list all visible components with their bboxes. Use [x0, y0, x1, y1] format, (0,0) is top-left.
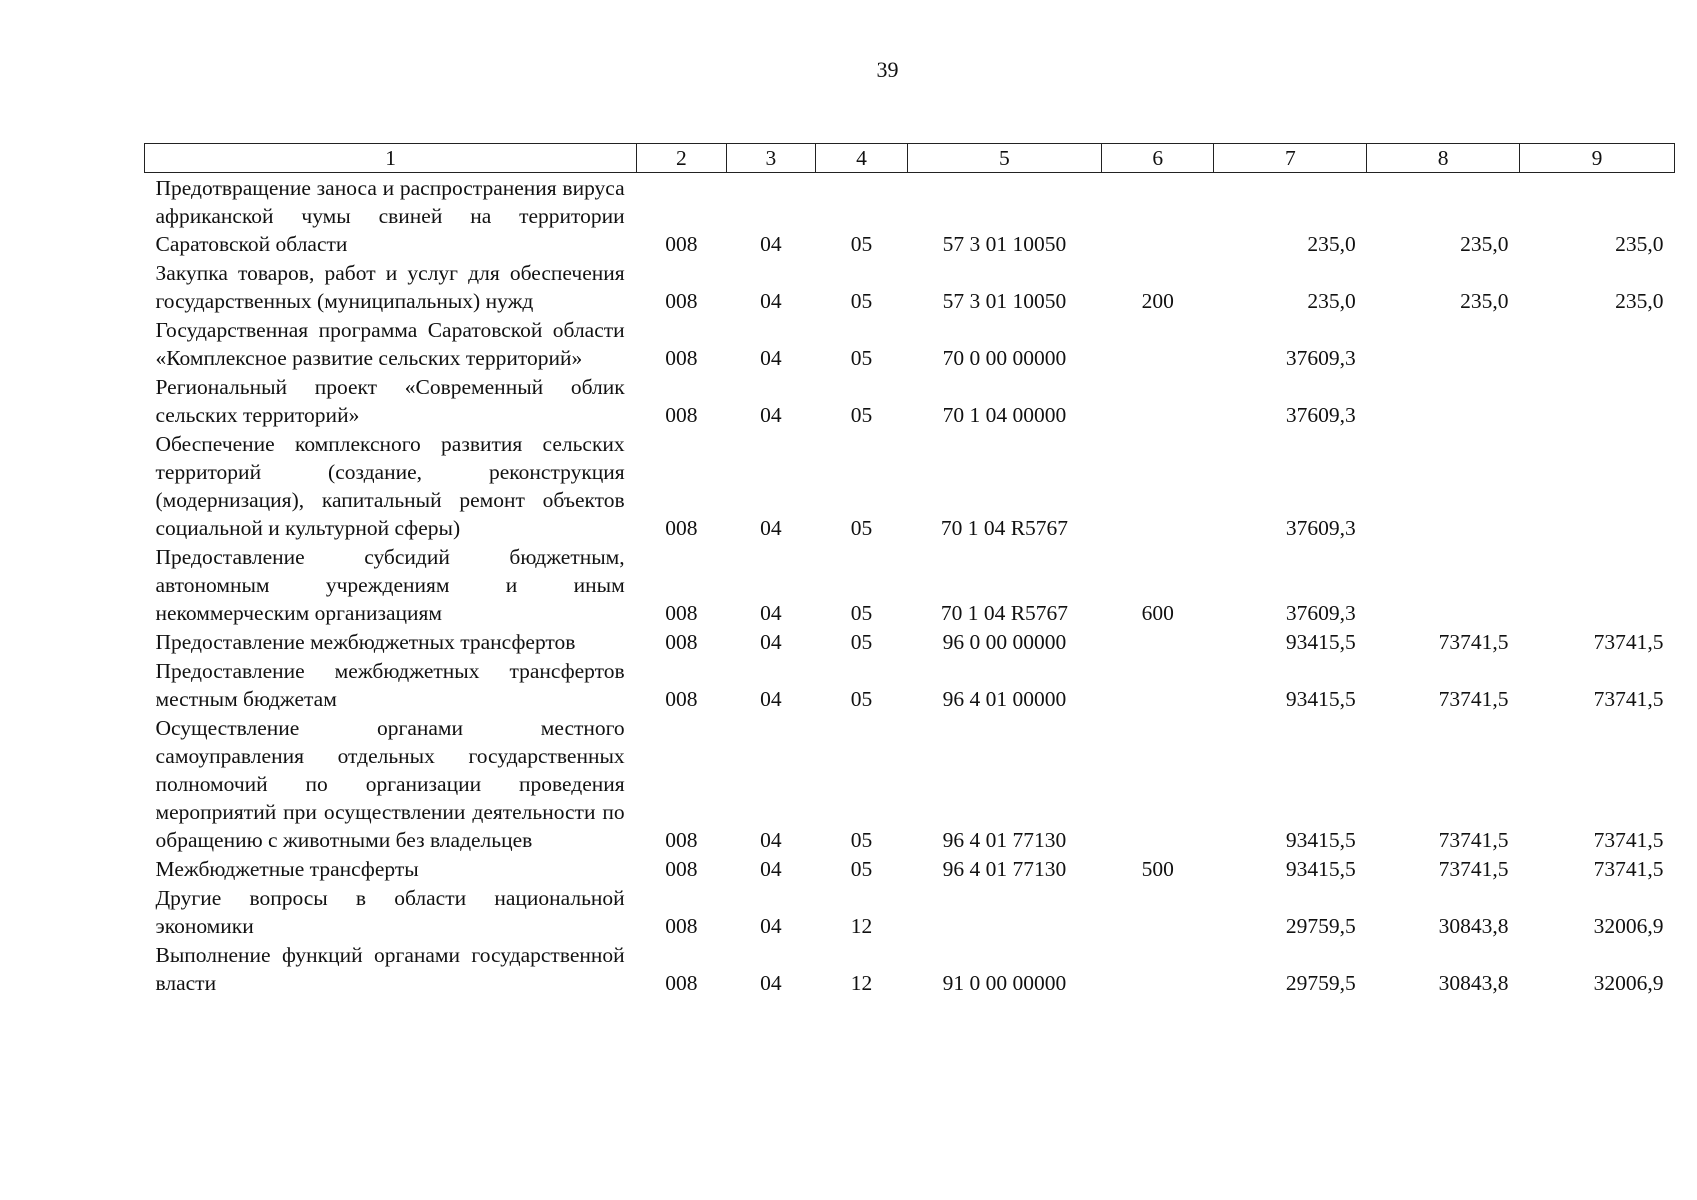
row-amount-year-1: 37609,3 [1285, 403, 1356, 427]
row-ministry-code: 008 [665, 232, 698, 256]
row-amount-year-1: 93415,5 [1285, 857, 1356, 881]
row-expense-type [1102, 713, 1214, 854]
row-description: Предоставление межбюджетных трансфертов [155, 630, 576, 654]
row-description: Предоставление межбюджетных трансфертов местным бюджетам [155, 659, 625, 711]
row-subsection-code: 05 [850, 232, 873, 256]
row-amount-year-3: 73741,5 [1593, 687, 1664, 711]
row-subsection-code: 12 [850, 914, 873, 938]
row-description: Государственная программа Саратовской области «Комплексное развитие сельских территорий» [155, 318, 625, 370]
row-ministry-code: 008 [665, 289, 698, 313]
row-target-article: 70 1 04 R5767 [940, 601, 1069, 625]
row-amount-year-2: 30843,8 [1438, 971, 1509, 995]
table-body [145, 173, 1675, 998]
row-subsection-code: 05 [850, 828, 873, 852]
row-section-code: 04 [760, 687, 782, 711]
header-col-3: 3 [726, 144, 815, 173]
row-target-article: 57 3 01 10050 [942, 289, 1067, 313]
table-row [145, 713, 1675, 854]
row-amount-year-1: 93415,5 [1285, 828, 1356, 852]
row-subsection-code: 05 [850, 346, 873, 370]
page-number: 39 [876, 57, 899, 82]
row-description: Региональный проект «Современный облик сельских территорий» [155, 375, 625, 427]
row-section-code: 04 [760, 516, 782, 540]
row-amount-year-1: 235,0 [1307, 232, 1356, 256]
table-row [145, 315, 1675, 372]
row-amount-year-3 [1520, 429, 1675, 542]
row-amount-year-2 [1367, 542, 1520, 627]
row-target-article: 96 0 00 00000 [942, 630, 1067, 654]
row-expense-type [1102, 315, 1214, 372]
header-row [145, 144, 1675, 173]
table-row [145, 372, 1675, 429]
header-col-4: 4 [816, 144, 908, 173]
row-ministry-code: 008 [665, 828, 698, 852]
row-subsection-code: 05 [850, 516, 873, 540]
row-description: Закупка товаров, работ и услуг для обеспечения государственных (муниципальных) нужд [155, 261, 625, 313]
row-subsection-code: 05 [850, 687, 873, 711]
header-col-9: 9 [1520, 144, 1675, 173]
row-expense-type [1102, 883, 1214, 940]
row-amount-year-3: 32006,9 [1593, 914, 1664, 938]
row-amount-year-3: 32006,9 [1593, 971, 1664, 995]
row-section-code: 04 [760, 346, 782, 370]
row-description: Выполнение функций органами государственной власти [155, 943, 625, 995]
row-amount-year-1: 235,0 [1307, 289, 1356, 313]
row-expense-type: 600 [1141, 601, 1174, 625]
row-subsection-code: 12 [850, 971, 873, 995]
row-section-code: 04 [760, 601, 782, 625]
row-amount-year-1: 37609,3 [1285, 601, 1356, 625]
table-row [145, 429, 1675, 542]
row-section-code: 04 [760, 971, 782, 995]
row-expense-type [1102, 656, 1214, 713]
row-section-code: 04 [760, 914, 782, 938]
header-col-5: 5 [907, 144, 1101, 173]
header-col-1: 1 [145, 144, 637, 173]
row-target-article: 96 4 01 77130 [942, 828, 1067, 852]
row-expense-type [1102, 627, 1214, 656]
row-amount-year-2: 235,0 [1460, 289, 1509, 313]
row-amount-year-2 [1367, 315, 1520, 372]
row-subsection-code: 05 [850, 289, 873, 313]
row-amount-year-2: 73741,5 [1438, 687, 1509, 711]
row-amount-year-2 [1367, 372, 1520, 429]
row-section-code: 04 [760, 289, 782, 313]
table-row [145, 656, 1675, 713]
row-ministry-code: 008 [665, 516, 698, 540]
row-amount-year-3 [1520, 372, 1675, 429]
row-target-article: 91 0 00 00000 [942, 971, 1067, 995]
row-amount-year-3 [1520, 542, 1675, 627]
row-ministry-code: 008 [665, 601, 698, 625]
row-description: Межбюджетные трансферты [155, 857, 419, 881]
row-section-code: 04 [760, 403, 782, 427]
row-expense-type [1102, 940, 1214, 997]
header-col-7: 7 [1214, 144, 1367, 173]
row-subsection-code: 05 [850, 403, 873, 427]
table-row [145, 542, 1675, 627]
table-row [145, 627, 1675, 656]
header-col-8: 8 [1367, 144, 1520, 173]
row-amount-year-3: 235,0 [1615, 232, 1664, 256]
row-amount-year-1: 93415,5 [1285, 630, 1356, 654]
row-section-code: 04 [760, 828, 782, 852]
row-ministry-code: 008 [665, 687, 698, 711]
row-amount-year-3: 235,0 [1615, 289, 1664, 313]
row-description: Обеспечение комплексного развития сельских территорий (создание, реконструкция (модернизация), капитальный ремонт объектов социальной и культурной сферы) [155, 432, 625, 540]
row-amount-year-2: 73741,5 [1438, 630, 1509, 654]
row-amount-year-3 [1520, 315, 1675, 372]
table-row [145, 854, 1675, 883]
row-expense-type [1102, 173, 1214, 259]
table-row [145, 258, 1675, 315]
row-subsection-code: 05 [850, 630, 873, 654]
row-section-code: 04 [760, 232, 782, 256]
row-target-article: 70 1 04 00000 [942, 403, 1067, 427]
row-amount-year-2 [1367, 429, 1520, 542]
row-target-article: 96 4 01 77130 [942, 857, 1067, 881]
budget-table [144, 143, 1675, 997]
row-subsection-code: 05 [850, 601, 873, 625]
row-expense-type [1102, 372, 1214, 429]
row-section-code: 04 [760, 857, 782, 881]
row-description: Другие вопросы в области национальной экономики [155, 886, 625, 938]
row-amount-year-2: 73741,5 [1438, 828, 1509, 852]
row-ministry-code: 008 [665, 403, 698, 427]
row-expense-type: 500 [1141, 857, 1174, 881]
row-expense-type [1102, 429, 1214, 542]
row-amount-year-1: 37609,3 [1285, 346, 1356, 370]
row-amount-year-2: 235,0 [1460, 232, 1509, 256]
row-amount-year-1: 29759,5 [1285, 914, 1356, 938]
row-amount-year-2: 30843,8 [1438, 914, 1509, 938]
row-amount-year-1: 37609,3 [1285, 516, 1356, 540]
table-row [145, 173, 1675, 259]
row-subsection-code: 05 [850, 857, 873, 881]
row-expense-type: 200 [1141, 289, 1174, 313]
row-target-article [907, 883, 1101, 940]
row-description: Предоставление субсидий бюджетным, автономным учреждениям и иным некоммерческим организациям [155, 545, 625, 625]
row-target-article: 57 3 01 10050 [942, 232, 1067, 256]
row-section-code: 04 [760, 630, 782, 654]
row-ministry-code: 008 [665, 914, 698, 938]
row-target-article: 96 4 01 00000 [942, 687, 1067, 711]
row-ministry-code: 008 [665, 857, 698, 881]
row-amount-year-2: 73741,5 [1438, 857, 1509, 881]
row-ministry-code: 008 [665, 971, 698, 995]
row-amount-year-1: 93415,5 [1285, 687, 1356, 711]
table-row [145, 883, 1675, 940]
row-amount-year-3: 73741,5 [1593, 828, 1664, 852]
header-col-2: 2 [637, 144, 726, 173]
row-target-article: 70 1 04 R5767 [940, 516, 1069, 540]
row-amount-year-3: 73741,5 [1593, 630, 1664, 654]
row-amount-year-3: 73741,5 [1593, 857, 1664, 881]
row-ministry-code: 008 [665, 630, 698, 654]
header-col-6: 6 [1102, 144, 1214, 173]
row-ministry-code: 008 [665, 346, 698, 370]
row-description: Осуществление органами местного самоуправления отдельных государственных полномочий по организации проведения мероприятий при осуществлении деятельности по обращению с животными без владельцев [155, 716, 625, 852]
row-amount-year-1: 29759,5 [1285, 971, 1356, 995]
table-row [145, 940, 1675, 997]
row-description: Предотвращение заноса и распространения вируса африканской чумы свиней на территории Саратовской области [155, 176, 625, 256]
row-target-article: 70 0 00 00000 [942, 346, 1067, 370]
